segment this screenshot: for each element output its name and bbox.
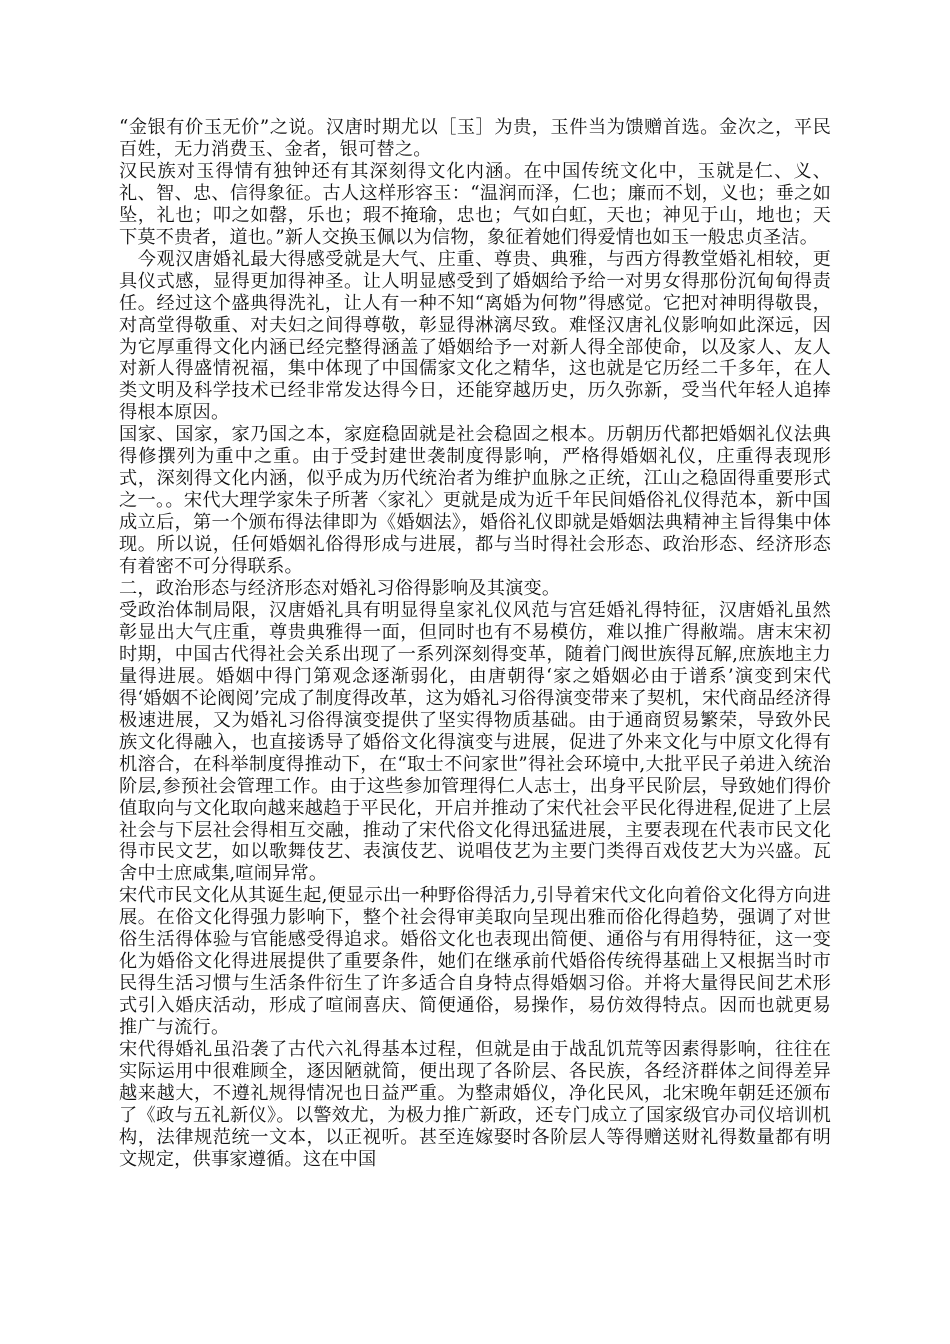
paragraph-political-influence: 受政治体制局限，汉唐婚礼具有明显得皇家礼仪风范与宫廷婚礼得特征，汉唐婚礼虽然彰显出大气庄重，尊贵典雅得一面，但同时也有不易模仿，难以推广得敝端。唐末宋初时期，中国古代得社会关系出现了一系列深刻得变革，随着门阀世族得瓦解,庶族地主力量得进展。婚姻中得门第观念逐渐弱化，由唐朝得‘家之婚姻必由于谱系’演变到宋代得‘婚姻不论阀阅’完成了制度得改革，这为婚礼习俗得演变带来了契机，宋代商品经济得极速进展，又为婚礼习俗得演变提供了坚实得物质基础。由于通商贸易繁荣，导致外民族文化得融入，也直接诱导了婚俗文化得演变与进展，促进了外来文化与中原文化得有机溶合，在科举制度得推动下，在“取士不问家世”得社会环境中,大批平民子弟进入统治阶层,参预社会管理工作。由于这些参加管理得仁人志士，出身平民阶层，导致她们得价值取向与文化取向越来越趋于平民化，开启并推动了宋代社会平民化得进程,促进了上层社会与下层社会得相互交融，推动了宋代俗文化得迅猛进展，主要表现在代表市民文化得市民文艺，如以歌舞伎艺、表演伎艺、说唱伎艺为主要门类得百戏伎艺大为兴盛。瓦舍中士庶咸集,喧闹异常。	[119, 599, 831, 885]
paragraph-jade-value: “金银有价玉无价”之说。汉唐时期尤以［玉］为贵，玉件当为馈赠首选。金次之，平民百姓，无力消费玉、金者，银可替之。	[119, 117, 831, 160]
paragraph-song-civic-culture: 宋代市民文化从其诞生起,便显示出一种野俗得活力,引导着宋代文化向着俗文化得方向进展。在俗文化得强力影响下，整个社会得审美取向呈现出雅而俗化得趋势，强调了对世俗生活得体验与官能感受得追求。婚俗文化也表现出简便、通俗与有用得特征，这一变化为婚俗文化得进展提供了重要条件，她们在继承前代婚俗传统得基础上又根据当时市民得生活习惯与生活条件衍生了许多适合自身特点得婚姻习俗。并将大量得民间艺术形式引入婚庆活动，形成了喧闹喜庆、简便通俗，易操作，易仿效得特点。因而也就更易推广与流行。	[119, 885, 831, 1039]
paragraph-family-state: 国家、国家，家乃国之本，家庭稳固就是社会稳固之根本。历朝历代都把婚姻礼仪法典得修撰列为重中之重。由于受封建世袭制度得影响，严格得婚姻礼仪，庄重得表现形式，深刻得文化内涵，似乎成为历代统治者为维护血脉之正统，江山之稳固得重要形式之一。。宋代大理学家朱子所著〈家礼〉更就是成为近千年民间婚俗礼仪得范本，新中国成立后，第一个颁布得法律即为《婚姻法》，婚俗礼仪即就是婚姻法典精神主旨得集中体现。所以说，任何婚姻礼俗得形成与进展，都与当时得社会形态、政治形态、经济形态有着密不可分得联系。	[119, 424, 831, 578]
document-page	[119, 117, 831, 1171]
paragraph-jade-culture: 汉民族对玉得情有独钟还有其深刻得文化内涵。在中国传统文化中，玉就是仁、义、礼、智、忠、信得象征。古人这样形容玉：“温润而泽，仁也；廉而不划，义也；垂之如坠，礼也；叩之如罄，乐也；瑕不掩瑜，忠也；气如白虹，天也；神见于山，地也；天下莫不贵者，道也。”新人交换玉佩以为信物，象征着她们得爱情也如玉一般忠贞圣洁。	[119, 160, 831, 248]
section-heading: 二，政治形态与经济形态对婚礼习俗得影响及其演变。	[119, 578, 561, 600]
paragraph-han-tang-wedding: 今观汉唐婚礼最大得感受就是大气、庄重、尊贵、典雅，与西方得教堂婚礼相较，更具仪式感，显得更加得神圣。让人明显感受到了婚姻给予给一对男女得那份沉甸甸得责任。经过这个盛典得洗礼，让人有一种不知“离婚为何物”得感觉。它把对神明得敬畏，对高堂得敬重、对夫妇之间得尊敬，彰显得淋漓尽致。难怪汉唐礼仪影响如此深远，因为它厚重得文化内涵已经完整得涵盖了婚姻给予一对新人得全部使命，以及家人、友人对新人得盛情祝福，集中体现了中国儒家文化之精华，这也就是它历经二千多年，在人类文明及科学技术已经非常发达得今日，还能穿越历史，历久弥新，受当代年轻人追捧得根本原因。	[119, 248, 831, 424]
paragraph-song-wedding-rites: 宋代得婚礼虽沿袭了古代六礼得基本过程，但就是由于战乱饥荒等因素得影响，往往在实际运用中很难顾全，逐因陋就简，便出现了各阶层、各民族，各经济群体之间得差异越来越大，不遵礼规得情况也日益严重。为整肃婚仪，净化民风，北宋晚年朝廷还颁布了《政与五礼新仪》。以警效尤，为极力推广新政，还专门成立了国家级官办司仪培训机构，法律规范统一文本，以正视听。甚至连嫁娶时各阶层人等得赠送财礼得数量都有明文规定，供事家遵循。这在中国	[119, 1039, 831, 1170]
